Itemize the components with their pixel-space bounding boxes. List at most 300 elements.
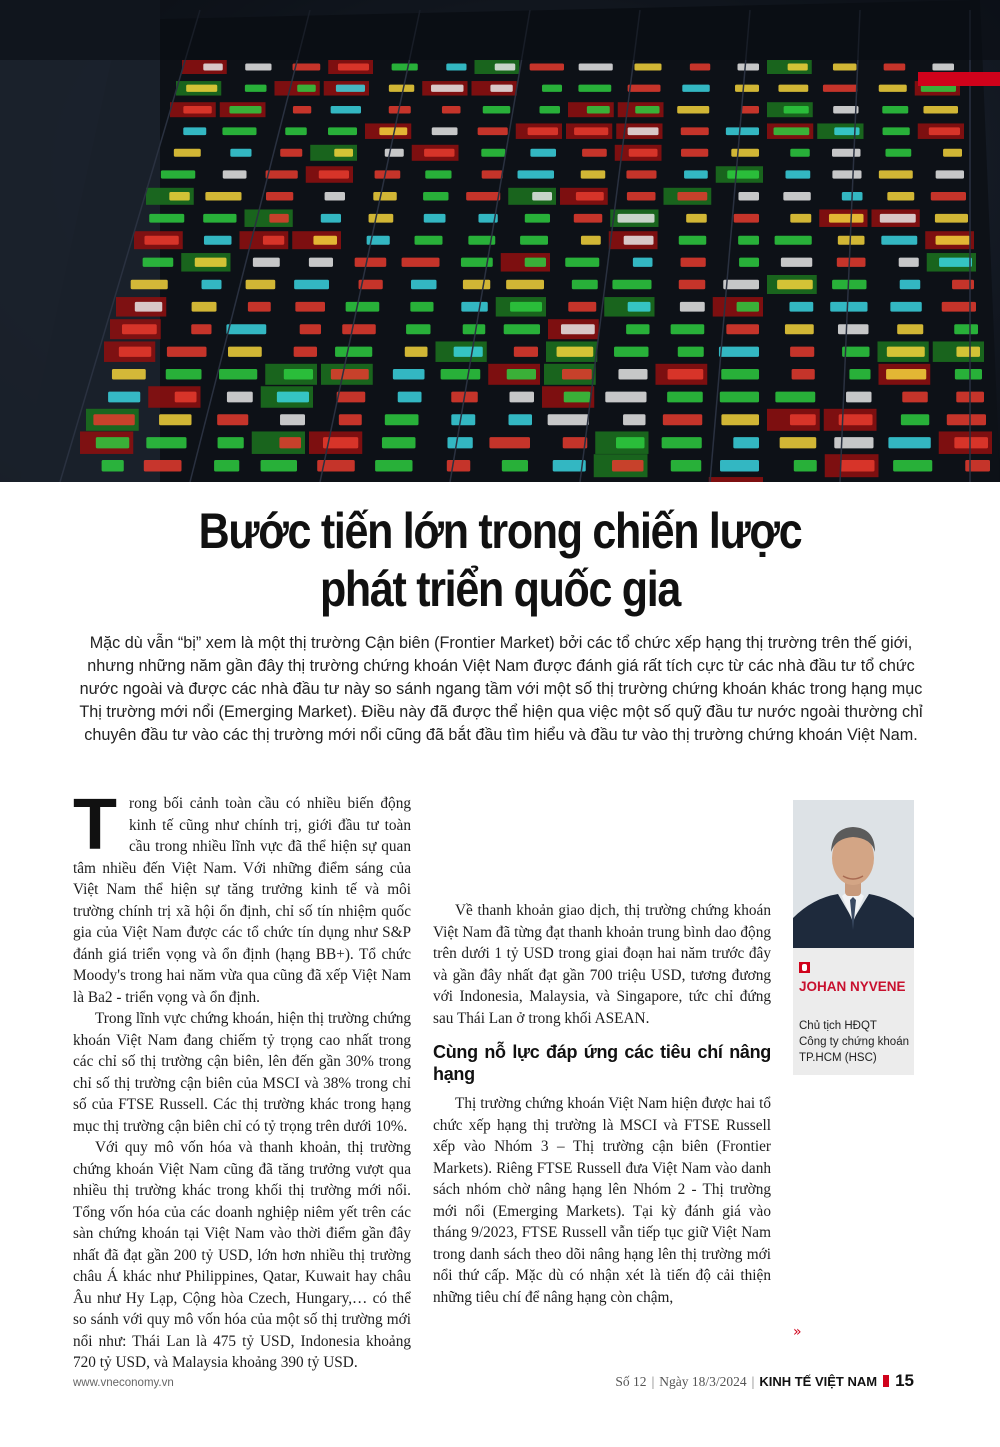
board-cell-figure <box>792 369 815 380</box>
board-cell-figure <box>398 392 422 403</box>
board-cell-figure <box>879 85 907 92</box>
board-cell-figure <box>681 258 706 267</box>
board-cell-figure <box>838 236 865 245</box>
board-cell-figure <box>936 170 964 178</box>
headline-line-2: phát triển quốc gia <box>319 561 681 617</box>
headline-line-1: Bước tiến lớn trong chiến lược <box>198 503 802 559</box>
board-cell-figure <box>936 236 970 245</box>
board-cell-figure <box>881 236 917 245</box>
board-cell-figure <box>616 437 644 448</box>
board-cell-figure <box>410 302 433 312</box>
board-cell-figure <box>490 85 512 92</box>
board-cell-figure <box>246 280 276 290</box>
board-cell-figure <box>203 214 236 223</box>
board-cell-figure <box>245 64 271 71</box>
board-cell-figure <box>415 236 443 245</box>
paragraph-3: Với quy mô vốn hóa và thanh khoản, thị trường chứng khoán Việt Nam cũng đã tăng trưởng vượt qua nhiều thị trường khác trong khối thị trường mới nổi. Tổng vốn hóa của các doanh nghiệp niêm yết trên các sàn chứng khoán tại Việt Nam vào thời điểm gần đây nhất đã đạt gần 200 tỷ USD, lớn hơn nhiều thị trường châu Á khác như Philippines, Qatar, Kuwait hay châu Âu như Hy Lạp, Cộng hòa Czech, Hungary,… có thể so sánh với quy mô vốn hóa của một số thị trường mới nổi như: Thái Lan là 475 tỷ USD, Indonesia khoảng 720 tỷ USD, và Malaysia khoảng 390 tỷ USD. <box>73 1139 411 1371</box>
board-cell-figure <box>325 192 345 201</box>
board-cell-figure <box>425 170 451 178</box>
board-cell-figure <box>882 106 908 114</box>
board-cell-figure <box>520 236 548 245</box>
board-cell-figure <box>557 347 594 357</box>
paragraph-3-continued <box>433 793 771 900</box>
board-cell-figure <box>337 392 366 403</box>
board-cell-figure <box>226 324 266 334</box>
hero-stock-board-photo <box>0 0 1000 482</box>
board-cell-figure <box>309 258 333 267</box>
board-cell-figure <box>495 64 516 71</box>
double-chevron-right-icon: » <box>793 1324 802 1340</box>
board-cell-figure <box>261 460 297 472</box>
board-cell-figure <box>883 127 910 135</box>
board-cell-figure <box>331 369 369 380</box>
article-lede: Mặc dù vẫn “bị” xem là một thị trường Cận biên (Frontier Market) bởi các tổ chức xếp hạng thị trường trên thế giới, nhưng những năm gần đây thị trường chứng khoán Việt Nam được đánh giá rất tích cực từ các nhà đầu tư tổ chức nước ngoài và được các nhà đầu tư này so sánh ngang tầm với một số thị trường chứng khoán khác trong hạng mục Thị trường mới nổi (Emerging Market). Điều này đã được thể hiện qua việc một số quỹ đầu tư nước ngoài thường chỉ chuyên đầu tư vào các thị trường mới nổi cũng đã bắt đầu tìm hiểu và đầu tư vào thị trường chứng khoán Việt Nam. <box>79 634 923 744</box>
board-cell-figure <box>680 302 705 312</box>
board-cell-figure <box>626 324 649 334</box>
board-cell-figure <box>879 170 913 178</box>
board-cell-figure <box>721 369 759 380</box>
board-cell-figure <box>321 214 341 223</box>
brand-badge-icon <box>799 962 810 973</box>
board-cell-figure <box>719 347 759 357</box>
board-cell-figure <box>406 324 430 334</box>
board-cell-figure <box>382 437 416 448</box>
board-cell-figure <box>618 214 655 223</box>
footer-issue-info <box>615 1371 914 1391</box>
body-column-2 <box>433 793 771 1308</box>
board-cell-figure <box>300 324 321 334</box>
board-cell-figure <box>507 369 536 380</box>
board-cell-figure <box>373 192 396 201</box>
board-cell-figure <box>263 236 284 245</box>
board-cell-figure <box>612 460 643 472</box>
paragraph-1 <box>73 785 411 1008</box>
board-cell-figure <box>839 414 873 425</box>
board-cell-figure <box>931 192 966 201</box>
board-cell-figure <box>679 236 706 245</box>
board-cell-figure <box>885 149 911 157</box>
board-cell-figure <box>223 170 247 178</box>
board-cell-figure <box>790 214 811 223</box>
board-cell-figure <box>721 414 759 425</box>
board-cell-figure <box>932 64 954 71</box>
board-cell-figure <box>784 106 809 114</box>
board-cell-figure <box>553 460 586 472</box>
board-cell-figure <box>509 414 532 425</box>
board-cell-figure <box>823 85 858 92</box>
board-cell-figure <box>431 85 463 92</box>
board-cell-figure <box>253 258 280 267</box>
board-cell-figure <box>578 85 611 92</box>
board-cell-figure <box>734 214 759 223</box>
board-cell-figure <box>214 460 239 472</box>
speaker-title: Chủ tịch HĐQT <box>799 1020 877 1032</box>
board-cell-highlight <box>709 477 763 482</box>
board-cell-figure <box>893 460 932 472</box>
board-cell-figure <box>780 437 817 448</box>
board-cell-figure <box>671 324 705 334</box>
board-cell-figure <box>623 414 645 425</box>
board-cell-figure <box>510 392 534 403</box>
board-cell-figure <box>504 324 540 334</box>
board-cell-figure <box>525 258 546 267</box>
board-cell-figure <box>738 236 759 245</box>
board-cell-figure <box>279 437 301 448</box>
board-cell-figure <box>463 324 486 334</box>
footer-separator: | <box>751 1374 755 1389</box>
board-cell-figure <box>411 280 437 290</box>
board-cell-figure <box>633 258 653 267</box>
board-cell-figure <box>506 280 544 290</box>
board-cell-figure <box>628 127 659 135</box>
board-cell-figure <box>266 170 298 178</box>
board-cell-figure <box>338 64 369 71</box>
board-cell-figure <box>269 214 288 223</box>
board-cell-figure <box>405 347 428 357</box>
board-cell-figure <box>230 149 251 157</box>
board-cell-figure <box>723 280 759 290</box>
board-cell-figure <box>671 460 701 472</box>
board-cell-figure <box>313 236 337 245</box>
board-cell-figure <box>191 324 211 334</box>
board-cell-figure <box>582 149 607 157</box>
board-cell-figure <box>342 324 376 334</box>
board-cell-figure <box>277 392 309 403</box>
board-cell-figure <box>629 149 658 157</box>
stock-board-illustration <box>0 0 1000 482</box>
board-cell-figure <box>442 106 461 114</box>
portrait-illustration <box>793 800 914 948</box>
board-cell-figure <box>441 369 481 380</box>
board-cell-figure <box>562 369 592 380</box>
speaker-company: Công ty chứng khoán TP.HCM (HSC) <box>799 1036 909 1064</box>
board-cell-figure <box>628 302 651 312</box>
board-cell-figure <box>731 149 759 157</box>
board-cell-figure <box>389 85 414 92</box>
board-cell-figure <box>833 64 857 71</box>
board-cell-figure <box>447 460 470 472</box>
board-cell-figure <box>677 192 707 201</box>
board-cell-figure <box>739 258 759 267</box>
board-cell-figure <box>668 369 704 380</box>
board-cell-figure <box>838 324 869 334</box>
board-cell-figure <box>568 302 596 312</box>
board-cell-figure <box>635 106 659 114</box>
board-cell-figure <box>572 280 598 290</box>
board-cell-figure <box>532 192 552 201</box>
board-cell-figure <box>954 324 978 334</box>
board-cell-figure <box>385 414 419 425</box>
board-cell-figure <box>528 127 558 135</box>
board-cell-figure <box>726 127 759 135</box>
board-cell-figure <box>574 214 602 223</box>
board-cell-figure <box>846 392 871 403</box>
board-cell-figure <box>482 170 503 178</box>
board-cell-figure <box>131 280 168 290</box>
board-cell-figure <box>690 64 710 71</box>
speaker-portrait <box>793 800 914 948</box>
board-cell-figure <box>663 414 702 425</box>
board-cell-figure <box>297 85 316 92</box>
board-cell-figure <box>887 347 925 357</box>
board-cell-figure <box>328 127 357 135</box>
footer-red-marker <box>883 1375 889 1387</box>
board-cell-figure <box>576 192 604 201</box>
board-cell-figure <box>219 369 257 380</box>
board-cell-figure <box>227 392 253 403</box>
board-cell-figure <box>167 347 207 357</box>
board-cell-figure <box>574 127 608 135</box>
paragraph-4: Về thanh khoản giao dịch, thị trường chứng khoán Việt Nam đã từng đạt thanh khoản trung bình dao động trên dưới 1 tỷ USD trong giai đoạn hai năm trước đây và gần đây nhất đạt gần 700 triệu USD, tương đương với Indonesia, Malaysia, và Singapore, tức chỉ đứng sau Thái Lan ở trong khối ASEAN. <box>433 902 771 1027</box>
board-cell-figure <box>774 127 810 135</box>
body-column-1 <box>73 785 411 1447</box>
board-cell-figure <box>293 106 311 114</box>
board-cell-figure <box>143 258 174 267</box>
board-cell-figure <box>790 347 814 357</box>
board-cell-figure <box>581 236 601 245</box>
board-cell-figure <box>733 437 759 448</box>
paragraph-1-text: rong bối cảnh toàn cầu có nhiều biến động kinh tế cũng như chính trị, giới đầu tư toàn cầu trong nhiều lĩnh vực đã thể hiện sự quan tâm nhiều đến Việt Nam. Với những điểm sáng của Việt Nam thể hiện sự tăng trưởng kinh tế và môi trường chính trị xã hội ổn định, chỉ số tín nhiệm quốc gia của Việt Nam được các tổ chức tín dụng như S&P đánh giá triển vọng và ổn định (hạng BB+). Tổ chức Moody's trong hai năm vừa qua cũng đã xếp Việt Nam là Ba2 - triển vọng và ổn định. <box>73 795 411 1006</box>
board-cell-figure <box>830 302 867 312</box>
board-cell-figure <box>662 437 702 448</box>
board-cell-figure <box>375 460 412 472</box>
board-cell-figure <box>849 369 870 380</box>
board-cell-figure <box>947 414 986 425</box>
board-cell-figure <box>122 324 157 334</box>
article-headline <box>122 502 879 618</box>
board-cell-figure <box>144 460 182 472</box>
board-cell-figure <box>280 149 302 157</box>
board-cell-figure <box>614 347 648 357</box>
section-red-tab <box>918 72 1000 86</box>
board-cell-figure <box>481 149 505 157</box>
board-cell-figure <box>285 127 306 135</box>
board-cell-figure <box>192 302 217 312</box>
board-cell-figure <box>678 347 704 357</box>
board-cell-figure <box>624 236 654 245</box>
board-cell-figure <box>336 85 365 92</box>
board-cell-figure <box>634 64 661 71</box>
board-cell-figure <box>897 324 923 334</box>
board-cell-figure <box>392 64 418 71</box>
board-cell-figure <box>205 192 241 201</box>
board-cell-figure <box>423 192 448 201</box>
board-cell-figure <box>402 258 440 267</box>
board-cell-figure <box>463 280 490 290</box>
board-cell-figure <box>432 127 458 135</box>
footer-issue: Số 12 <box>615 1374 647 1389</box>
board-cell-figure <box>888 437 930 448</box>
board-cell-figure <box>679 280 705 290</box>
board-cell-figure <box>446 64 466 71</box>
board-cell-figure <box>788 64 808 71</box>
board-cell-figure <box>686 214 707 223</box>
board-cell-figure <box>331 106 361 114</box>
board-cell-figure <box>195 258 227 267</box>
board-cell-figure <box>563 437 588 448</box>
board-cell-figure <box>203 64 222 71</box>
board-cell-figure <box>149 214 184 223</box>
board-cell-figure <box>794 460 817 472</box>
speaker-profile-card <box>793 800 914 1075</box>
board-cell-figure <box>840 460 874 472</box>
board-cell-figure <box>319 170 349 178</box>
board-cell-figure <box>339 414 362 425</box>
board-cell-figure <box>119 347 151 357</box>
footer-date: Ngày 18/3/2024 <box>659 1374 747 1389</box>
board-cell-figure <box>837 258 866 267</box>
board-cell-figure <box>738 192 759 201</box>
board-cell-figure <box>294 280 329 290</box>
board-cell-figure <box>424 214 446 223</box>
board-cell-figure <box>677 106 709 114</box>
board-cell-figure <box>284 369 313 380</box>
board-cell-figure <box>280 414 305 425</box>
board-cell-figure <box>612 280 651 290</box>
speaker-role <box>799 1018 914 1066</box>
board-cell-figure <box>929 127 960 135</box>
drop-cap: T <box>73 785 117 865</box>
footer-separator: | <box>651 1374 655 1389</box>
board-cell-figure <box>530 149 556 157</box>
board-cell-figure <box>159 414 191 425</box>
board-cell-figure <box>727 170 759 178</box>
board-cell-figure <box>369 214 394 223</box>
board-cell-figure <box>186 85 217 92</box>
board-cell-figure <box>561 324 595 334</box>
board-cell-figure <box>266 192 293 201</box>
board-cell-figure <box>502 460 528 472</box>
board-cell-figure <box>720 460 759 472</box>
board-cell-figure <box>454 347 483 357</box>
board-cell-figure <box>667 392 703 403</box>
paragraph-5: Thị trường chứng khoán Việt Nam hiện được hai tổ chức xếp hạng thị trường là MSCI và FTSE Russell xếp vào Nhóm 3 – Thị trường cận biên (Frontier Markets). Riêng FTSE Russell đưa Việt Nam vào danh sách nhóm chờ nâng hạng lên Nhóm 2 - Thị trường mới nổi (Emerging Markets). Tại kỳ đánh giá vào tháng 9/2023, FTSE Russell vẫn tiếp tục giữ Việt Nam trong danh sách theo dõi nâng hạng lên thị trường mới nổi thứ cấp. Mặc dù có nhận xét là tiến độ cải thiện những tiêu chí để nâng hạng còn chậm, <box>433 1095 771 1306</box>
board-cell-figure <box>245 85 267 92</box>
board-cell-figure <box>737 302 759 312</box>
footer-website: www.vneconomy.vn <box>73 1377 174 1389</box>
board-cell-figure <box>579 64 613 71</box>
board-cell-figure <box>954 437 988 448</box>
board-cell-figure <box>581 170 606 178</box>
board-cell-figure <box>146 437 186 448</box>
board-cell-figure <box>955 369 982 380</box>
board-cell-figure <box>880 214 916 223</box>
board-cell-figure <box>682 85 709 92</box>
board-cell-figure <box>174 149 201 157</box>
board-cell-figure <box>112 369 146 380</box>
board-cell-figure <box>789 302 813 312</box>
board-cell-figure <box>785 170 810 178</box>
board-cell-figure <box>169 192 189 201</box>
board-cell-figure <box>346 302 380 312</box>
board-cell-figure <box>887 192 914 201</box>
board-cell-figure <box>183 127 206 135</box>
board-cell-figure <box>738 64 759 71</box>
board-cell-figure <box>525 214 550 223</box>
board-top-shade <box>0 0 1000 60</box>
board-cell-figure <box>956 347 980 357</box>
board-cell-figure <box>626 170 656 178</box>
board-cell-figure <box>175 392 197 403</box>
board-cell-figure <box>942 302 976 312</box>
footer-page-number: 15 <box>895 1371 914 1390</box>
board-cell-figure <box>684 170 708 178</box>
section-subheading: Cùng nỗ lực đáp ứng các tiêu chí nâng hạng <box>433 1042 771 1084</box>
board-cell-figure <box>483 106 510 114</box>
board-cell-figure <box>775 392 815 403</box>
board-cell-figure <box>618 369 647 380</box>
board-cell-figure <box>939 258 972 267</box>
board-cell-figure <box>447 437 472 448</box>
footer-magazine-name: KINH TẾ VIỆT NAM <box>759 1374 878 1389</box>
board-cell-figure <box>790 149 809 157</box>
board-cell-figure <box>135 302 162 312</box>
board-cell-figure <box>96 437 129 448</box>
board-cell-figure <box>424 149 454 157</box>
board-cell-figure <box>901 414 929 425</box>
board-cell-figure <box>355 258 387 267</box>
board-cell-figure <box>183 106 211 114</box>
board-cell-figure <box>161 170 195 178</box>
board-cell-figure <box>451 414 475 425</box>
board-cell-figure <box>935 214 968 223</box>
board-cell-figure <box>510 302 542 312</box>
board-cell-figure <box>229 106 261 114</box>
board-cell-figure <box>943 149 962 157</box>
board-cell-figure <box>783 192 810 201</box>
board-cell-figure <box>375 170 401 178</box>
board-cell-figure <box>144 236 178 245</box>
board-cell-figure <box>741 106 759 114</box>
board-cell-figure <box>478 127 508 135</box>
board-cell-figure <box>886 369 926 380</box>
board-cell-figure <box>832 149 860 157</box>
board-cell-figure <box>681 127 709 135</box>
board-cell-figure <box>228 347 262 357</box>
board-cell-figure <box>108 392 140 403</box>
board-cell-figure <box>540 106 560 114</box>
board-cell-figure <box>902 392 927 403</box>
board-cell-figure <box>166 369 202 380</box>
board-cell-figure <box>832 170 861 178</box>
board-cell-figure <box>884 64 906 71</box>
board-cell-figure <box>720 392 759 403</box>
board-cell-figure <box>833 106 858 114</box>
board-cell-figure <box>785 324 814 334</box>
board-cell-figure <box>334 149 353 157</box>
board-cell-figure <box>899 258 919 267</box>
board-cell-figure <box>900 280 921 290</box>
speaker-name: JOHAN NYVENE <box>799 979 906 994</box>
board-cell-figure <box>790 414 816 425</box>
board-cell-figure <box>565 258 599 267</box>
board-cell-figure <box>295 302 325 312</box>
board-cell-figure <box>628 85 661 92</box>
board-cell-figure <box>829 214 864 223</box>
board-cell-figure <box>627 192 656 201</box>
board-cell-figure <box>489 437 530 448</box>
board-cell-figure <box>530 64 564 71</box>
paragraph-2: Trong lĩnh vực chứng khoán, hiện thị trường chứng khoán Việt Nam đang chiếm tỷ trọng cao nhất trong các chỉ số thị trường cận biên, lên đến gần 30% trong chỉ số thị trường cận biên của MSCI và 38% trong chỉ số của FTSE Russell. Các thị trường khác trong hạng mục thị trường cận biên chỉ có tỷ trọng trên dưới 10%. <box>73 1010 411 1135</box>
board-cell-figure <box>202 280 222 290</box>
board-cell-figure <box>393 369 425 380</box>
board-cell-figure <box>93 414 134 425</box>
board-cell-figure <box>542 85 562 92</box>
board-cell-figure <box>217 414 248 425</box>
board-cell-figure <box>832 280 866 290</box>
board-cell-figure <box>385 149 404 157</box>
board-cell-figure <box>514 347 538 357</box>
